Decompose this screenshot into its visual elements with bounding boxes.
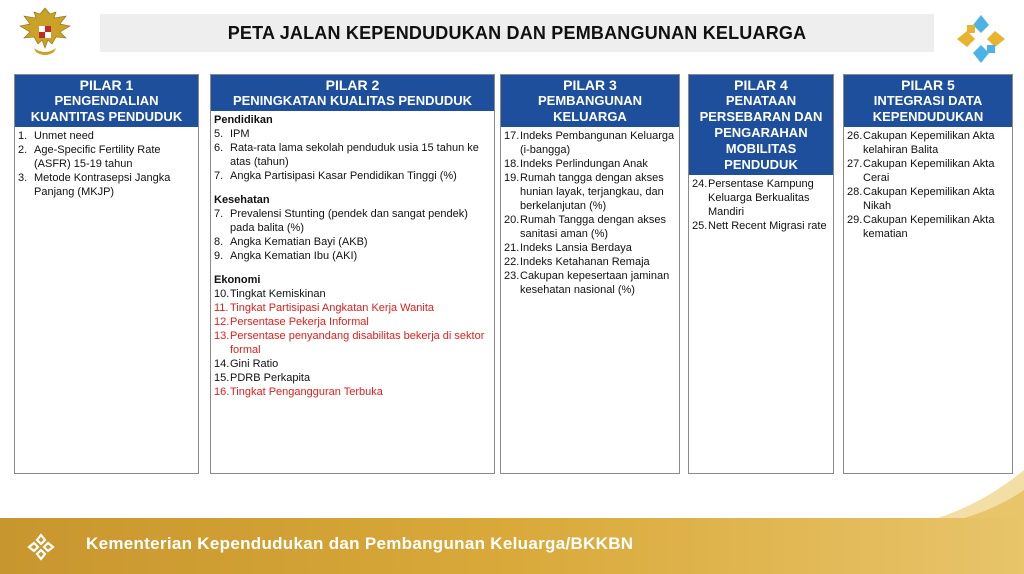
list-item: 27. Cakupan Kepemilikan Akta Cerai [847,158,995,184]
pillar-2-subtitle: PENINGKATAN KUALITAS PENDUDUK [232,93,473,108]
list-item: 7. Prevalensi Stunting (pendek dan sangat pendek) pada balita (%) [214,208,468,234]
pillar-1-header [15,75,198,127]
list-item: 2. Age-Specific Fertility Rate (ASFR) 15-19 tahun [18,144,161,170]
pillar-5-header [844,75,1012,127]
list-item: 17. Indeks Pembangunan Keluarga (i-bangga) [504,130,675,156]
list-item-highlighted: 12. Persentase Pekerja Informal [214,316,369,328]
pillar-4-list [689,175,833,235]
pillar-4-subtitle: MOBILITAS [725,141,797,156]
pillar-4-subtitle: PENDUDUK [724,157,798,172]
list-item: 6. Rata-rata lama sekolah penduduk usia 15 tahun ke atas (tahun) [214,142,479,168]
section-label-ekonomi: Ekonomi [214,274,261,286]
list-item-highlighted: 11. Tingkat Partisipasi Angkatan Kerja Wanita [214,302,435,314]
pillar-4-header [689,75,833,175]
pillar-1-subtitle: PENGENDALIAN [54,93,159,108]
list-item: 28. Cakupan Kepemilikan Akta Nikah [847,186,995,212]
pillar-5-subtitle: KEPENDUDUKAN [872,109,984,124]
pillar-4-subtitle: PENGARAHAN [714,125,808,140]
list-item: 20. Rumah Tangga dengan akses sanitasi aman (%) [504,214,666,240]
bkkbn-footer-icon [26,532,56,562]
pillar-5-list [844,127,1012,243]
pillar-2-column [210,74,495,474]
list-item: 24. Persentase Kampung Keluarga Berkualitas Mandiri [692,178,814,218]
list-item: 9. Angka Kematian Ibu (AKI) [214,250,358,262]
list-item: 18. Indeks Perlindungan Anak [504,158,648,170]
pillar-3-column [500,74,680,474]
pillar-3-subtitle: KELUARGA [553,109,627,124]
list-item-highlighted: 16. Tingkat Pengangguran Terbuka [214,386,383,398]
list-item: 25. Nett Recent Migrasi rate [692,220,827,232]
list-item: 15. PDRB Perkapita [214,372,311,384]
list-item: 19. Rumah tangga dengan akses hunian layak, terjangkau, dan berkelanjutan (%) [504,172,664,212]
list-item: 10. Tingkat Kemiskinan [214,288,326,300]
footer-bar [0,518,1024,574]
list-item: 21. Indeks Lansia Berdaya [504,242,632,254]
bkkbn-logo [950,10,1012,68]
pillar-5-title: PILAR 5 [901,77,955,93]
pillar-2-header [211,75,494,111]
pillar-4-title: PILAR 4 [734,77,788,93]
list-item: 5. IPM [214,128,250,140]
list-item: 23. Cakupan kepesertaan jaminan kesehatan nasional (%) [504,270,670,296]
pillar-5-column [843,74,1013,474]
pillar-1-column [14,74,199,474]
list-item: 8. Angka Kematian Bayi (AKB) [214,236,368,248]
list-item: 26. Cakupan Kepemilikan Akta kelahiran Balita [847,130,995,156]
pillar-4-subtitle: PERSEBARAN DAN [699,109,823,124]
garuda-emblem-logo [14,4,76,62]
list-item: 3. Metode Kontrasepsi Jangka Panjang (MKJP) [18,172,171,198]
pillar-4-column [688,74,834,474]
section-label-kesehatan: Kesehatan [214,194,270,206]
page-title: PETA JALAN KEPENDUDUKAN DAN PEMBANGUNAN KELUARGA [227,22,807,43]
footer-text: Kementerian Kependudukan dan Pembangunan Keluarga/BKKBN [86,534,634,553]
pillar-4-subtitle: PENATAAN [725,93,797,108]
pillar-2-list [211,111,494,401]
list-item: 14. Gini Ratio [214,358,279,370]
pillar-2-title: PILAR 2 [325,77,380,93]
pillar-1-list [15,127,198,201]
pillar-3-header [501,75,679,127]
list-item: 22. Indeks Ketahanan Remaja [504,256,650,268]
page-title-bar [100,14,934,52]
section-label-pendidikan: Pendidikan [214,114,273,126]
pillar-1-title: PILAR 1 [79,77,134,93]
pillar-1-subtitle: KUANTITAS PENDUDUK [30,109,183,124]
list-item-highlighted: 13. Persentase penyandang disabilitas bekerja di sektor formal [214,330,485,356]
list-item: 1. Unmet need [18,130,94,142]
pillar-3-list [501,127,679,299]
pillar-5-subtitle: INTEGRASI DATA [873,93,983,108]
list-item: 29. Cakupan Kepemilikan Akta kematian [847,214,995,240]
pillar-3-title: PILAR 3 [563,77,617,93]
list-item: 7. Angka Partisipasi Kasar Pendidikan Tinggi (%) [214,170,457,182]
pillar-3-subtitle: PEMBANGUNAN [538,93,642,108]
